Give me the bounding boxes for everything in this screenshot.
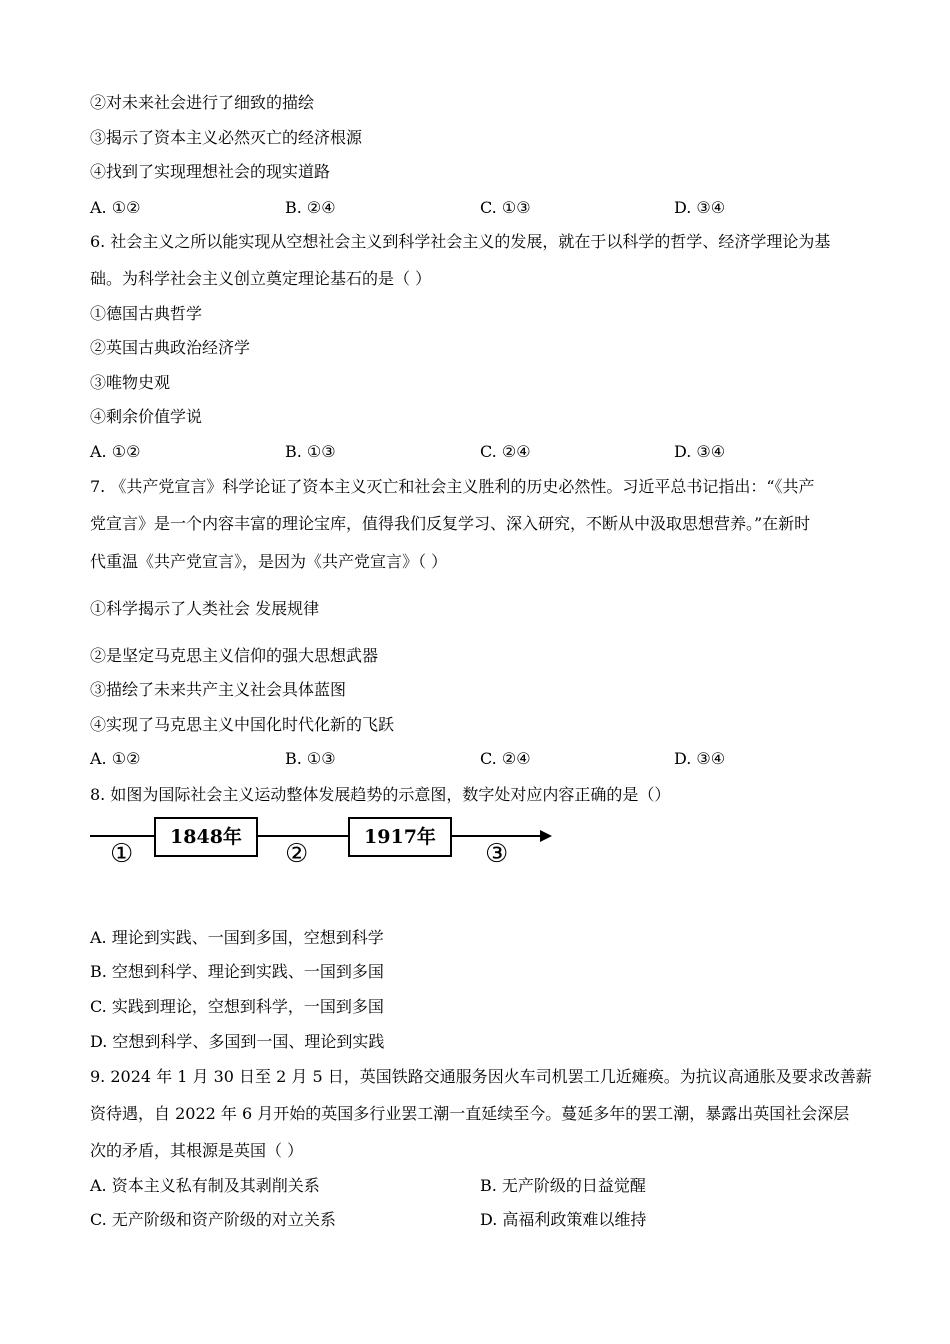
q9-stem-line1: 9. 2024 年 1 月 30 日至 2 月 5 日，英国铁路交通服务因火车司机罢工几近瘫痪。为抗议高通胀及要求改善薪	[90, 1067, 872, 1086]
timeline-year-1917: 1917年	[348, 817, 452, 857]
timeline-label-2: ②	[285, 839, 309, 869]
q7-item-4: ④实现了马克思主义中国化时代化新的飞跃	[90, 715, 395, 734]
q5-option-c: C. ①③	[480, 198, 531, 217]
timeline-label-3: ③	[485, 839, 509, 869]
q6-item-4: ④剩余价值学说	[90, 407, 203, 426]
timeline-year-1848: 1848年	[154, 817, 258, 857]
q5-item-4: ④找到了实现理想社会的现实道路	[90, 162, 331, 181]
q5-option-d: D. ③④	[674, 198, 726, 217]
q6-item-1: ①德国古典哲学	[90, 304, 203, 323]
q6-option-d: D. ③④	[674, 442, 726, 461]
q6-item-3: ③唯物史观	[90, 373, 171, 392]
q5-option-b: B. ②④	[285, 198, 336, 217]
q6-option-a: A. ①②	[90, 442, 141, 461]
q7-stem-line2: 党宣言》是一个内容丰富的理论宝库，值得我们反复学习、深入研究，不断从中汲取思想营养。”在新时	[90, 514, 811, 533]
q6-option-b: B. ①③	[285, 442, 336, 461]
timeline-arrowhead	[540, 830, 552, 842]
q8-option-b: B. 空想到科学、理论到实践、一国到多国	[90, 962, 384, 981]
q7-item-1: ①科学揭示了人类社会 发展规律	[90, 599, 320, 618]
q6-stem-line1: 6. 社会主义之所以能实现从空想社会主义到科学社会主义的发展，就在于以科学的哲学、经济学理论为基	[90, 232, 831, 251]
q7-option-c: C. ②④	[480, 749, 531, 768]
q6-stem-line2: 础。为科学社会主义创立奠定理论基石的是（ ）	[90, 269, 432, 288]
q8-option-d: D. 空想到科学、多国到一国、理论到实践	[90, 1032, 385, 1051]
q5-item-2: ②对未来社会进行了细致的描绘	[90, 93, 315, 112]
q9-option-c: C. 无产阶级和资产阶级的对立关系	[90, 1210, 336, 1229]
q8-stem: 8. 如图为国际社会主义运动整体发展趋势的示意图，数字处对应内容正确的是（）	[90, 785, 671, 804]
q8-timeline-diagram	[88, 814, 558, 874]
q8-option-a: A. 理论到实践、一国到多国，空想到科学	[90, 928, 384, 947]
q7-item-2: ②是坚定马克思主义信仰的强大思想武器	[90, 646, 379, 665]
q9-option-d: D. 高福利政策难以维持	[480, 1210, 647, 1229]
q6-item-2: ②英国古典政治经济学	[90, 338, 251, 357]
q8-option-c: C. 实践到理论，空想到科学，一国到多国	[90, 997, 384, 1016]
q7-option-a: A. ①②	[90, 749, 141, 768]
q5-option-a: A. ①②	[90, 198, 141, 217]
q9-option-b: B. 无产阶级的日益觉醒	[480, 1176, 646, 1195]
q7-stem-line3: 代重温《共产党宣言》，是因为《共产党宣言》（ ）	[90, 552, 448, 571]
q5-item-3: ③揭示了资本主义必然灭亡的经济根源	[90, 128, 363, 147]
q7-stem-line1: 7. 《共产党宣言》科学论证了资本主义灭亡和社会主义胜利的历史必然性。习近平总书记指出：“《共产	[90, 477, 815, 496]
q6-option-c: C. ②④	[480, 442, 531, 461]
timeline-label-1: ①	[110, 839, 134, 869]
q7-option-b: B. ①③	[285, 749, 336, 768]
q9-stem-line2: 资待遇，自 2022 年 6 月开始的英国多行业罢工潮一直延续至今。蔓延多年的罢工潮，暴露出英国社会深层	[90, 1104, 850, 1123]
q9-stem-line3: 次的矛盾，其根源是英国（ ）	[90, 1141, 304, 1160]
q9-option-a: A. 资本主义私有制及其剥削关系	[90, 1176, 320, 1195]
q7-option-d: D. ③④	[674, 749, 726, 768]
q7-item-3: ③描绘了未来共产主义社会具体蓝图	[90, 680, 347, 699]
